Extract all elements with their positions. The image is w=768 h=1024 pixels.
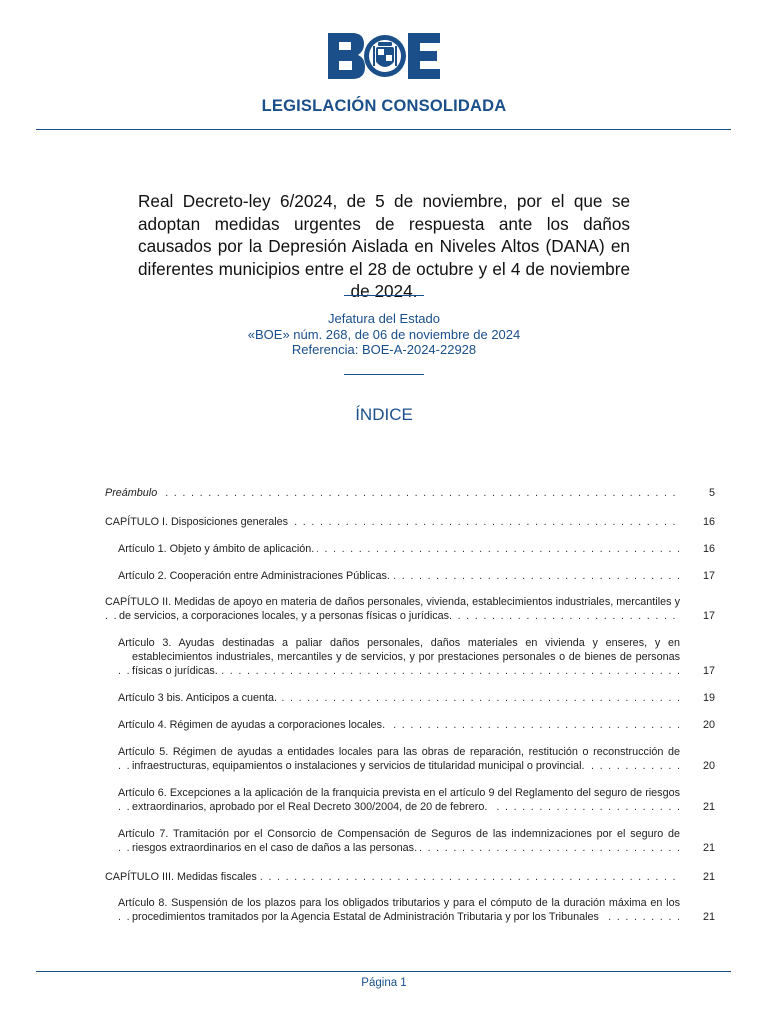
footer-divider: [36, 971, 731, 972]
toc-entry-text: CAPÍTULO I. Disposiciones generales: [105, 516, 291, 528]
toc-entry-text: Artículo 8. Suspensión de los plazos para los obligados tributarios y para el cómputo de la duración máxima en los procedimientos tramitados por la Agencia Estatal de Administración Tributaria y por los Tribunales: [118, 897, 680, 924]
toc-entry-articulo-6[interactable]: [105, 786, 715, 814]
short-divider-bottom: [344, 374, 424, 375]
toc-entry-page: 16: [702, 516, 715, 528]
boe-logo: [328, 33, 440, 79]
bulletin-reference: «BOE» núm. 268, de 06 de noviembre de 2024: [247, 326, 521, 342]
page-number: Página 1: [361, 977, 407, 989]
toc-entry-page: 20: [702, 760, 715, 773]
toc-entry-text: Artículo 1. Objeto y ámbito de aplicación.: [118, 543, 317, 555]
toc-entry-articulo-8[interactable]: [105, 896, 715, 924]
toc-entry-text: Preámbulo: [105, 487, 160, 499]
toc-entry-articulo-3[interactable]: [105, 636, 715, 679]
toc-entry-text: CAPÍTULO II. Medidas de apoyo en materia de daños personales, vivienda, establecimientos industriales, mercantiles y de servicios, a corporaciones locales, y a personas físicas o jurídicas.: [105, 596, 680, 623]
toc-entry-page: 16: [702, 543, 715, 555]
toc-entry-articulo-7[interactable]: [105, 827, 715, 855]
toc-entry-capitulo-1[interactable]: [105, 515, 715, 529]
toc-entry-text: Artículo 5. Régimen de ayudas a entidades locales para las obras de reparación, restitución o reconstrucción de infraestructuras, equipamientos o instalaciones y servicios de titularidad municipal o provincial.: [118, 746, 680, 773]
issuer: Jefatura del Estado: [327, 311, 441, 326]
toc-entry-text: Artículo 4. Régimen de ayudas a corporaciones locales.: [118, 719, 388, 731]
toc-entry-text: CAPÍTULO III. Medidas fiscales: [105, 871, 260, 883]
toc-entry-articulo-2[interactable]: [105, 569, 715, 583]
toc-entry-text: Artículo 3. Ayudas destinadas a paliar daños personales, daños materiales en vivienda y enseres, y en establecimientos industriales, mercantiles y de servicios, y por prestaciones personales o de bienes de personas físicas o jurídicas.: [118, 637, 680, 678]
toc-entry-page: 21: [702, 801, 715, 814]
toc-entry-page: 17: [702, 610, 715, 623]
short-divider-top: [344, 295, 424, 296]
toc-entry-preambulo[interactable]: [105, 486, 715, 500]
toc-entry-text: Artículo 3 bis. Anticipos a cuenta.: [118, 692, 280, 704]
toc-entry-text: Artículo 7. Tramitación por el Consorcio de Compensación de Seguros de las indemnizaciones por el seguro de riesgos extraordinarios en el caso de daños a las personas.: [118, 828, 680, 855]
section-title: LEGISLACIÓN CONSOLIDADA: [261, 97, 507, 115]
header-divider: [36, 129, 731, 130]
toc-entry-capitulo-3[interactable]: [105, 870, 715, 884]
toc-entry-articulo-5[interactable]: [105, 745, 715, 773]
toc-entry-page: 5: [708, 487, 715, 499]
toc-entry-page: 19: [702, 692, 715, 704]
toc-entry-page: 21: [702, 911, 715, 924]
toc-entry-page: 20: [702, 719, 715, 731]
toc-entry-text: Artículo 6. Excepciones a la aplicación de la franquicia prevista en el artículo 9 del Reglamento del seguro de riesgos extraordinarios, aprobado por el Real Decreto 300/2004, de 20 de febrero.: [118, 787, 680, 814]
toc-entry-articulo-1[interactable]: [105, 542, 715, 556]
document-title: Real Decreto-ley 6/2024, de 5 de noviembre, por el que se adoptan medidas urgentes de respuesta ante los daños causados por la Depresión Aislada en Niveles Altos (DANA) en diferentes municipios entre el 28 de octubre y el 4 de noviembre de 2024.: [138, 191, 630, 301]
index-heading: ÍNDICE: [355, 405, 413, 424]
toc-entry-text: Artículo 2. Cooperación entre Administraciones Públicas.: [118, 570, 393, 582]
document-reference: Referencia: BOE-A-2024-22928: [291, 342, 477, 357]
toc-entry-page: 17: [702, 570, 715, 582]
toc-entry-articulo-3-bis[interactable]: [105, 691, 715, 705]
toc-entry-page: 21: [702, 871, 715, 883]
toc-entry-page: 21: [702, 842, 715, 855]
toc-entry-articulo-4[interactable]: [105, 718, 715, 732]
toc-entry-page: 17: [702, 665, 715, 678]
document-metadata: [0, 311, 768, 358]
toc-entry-capitulo-2[interactable]: [105, 595, 715, 623]
